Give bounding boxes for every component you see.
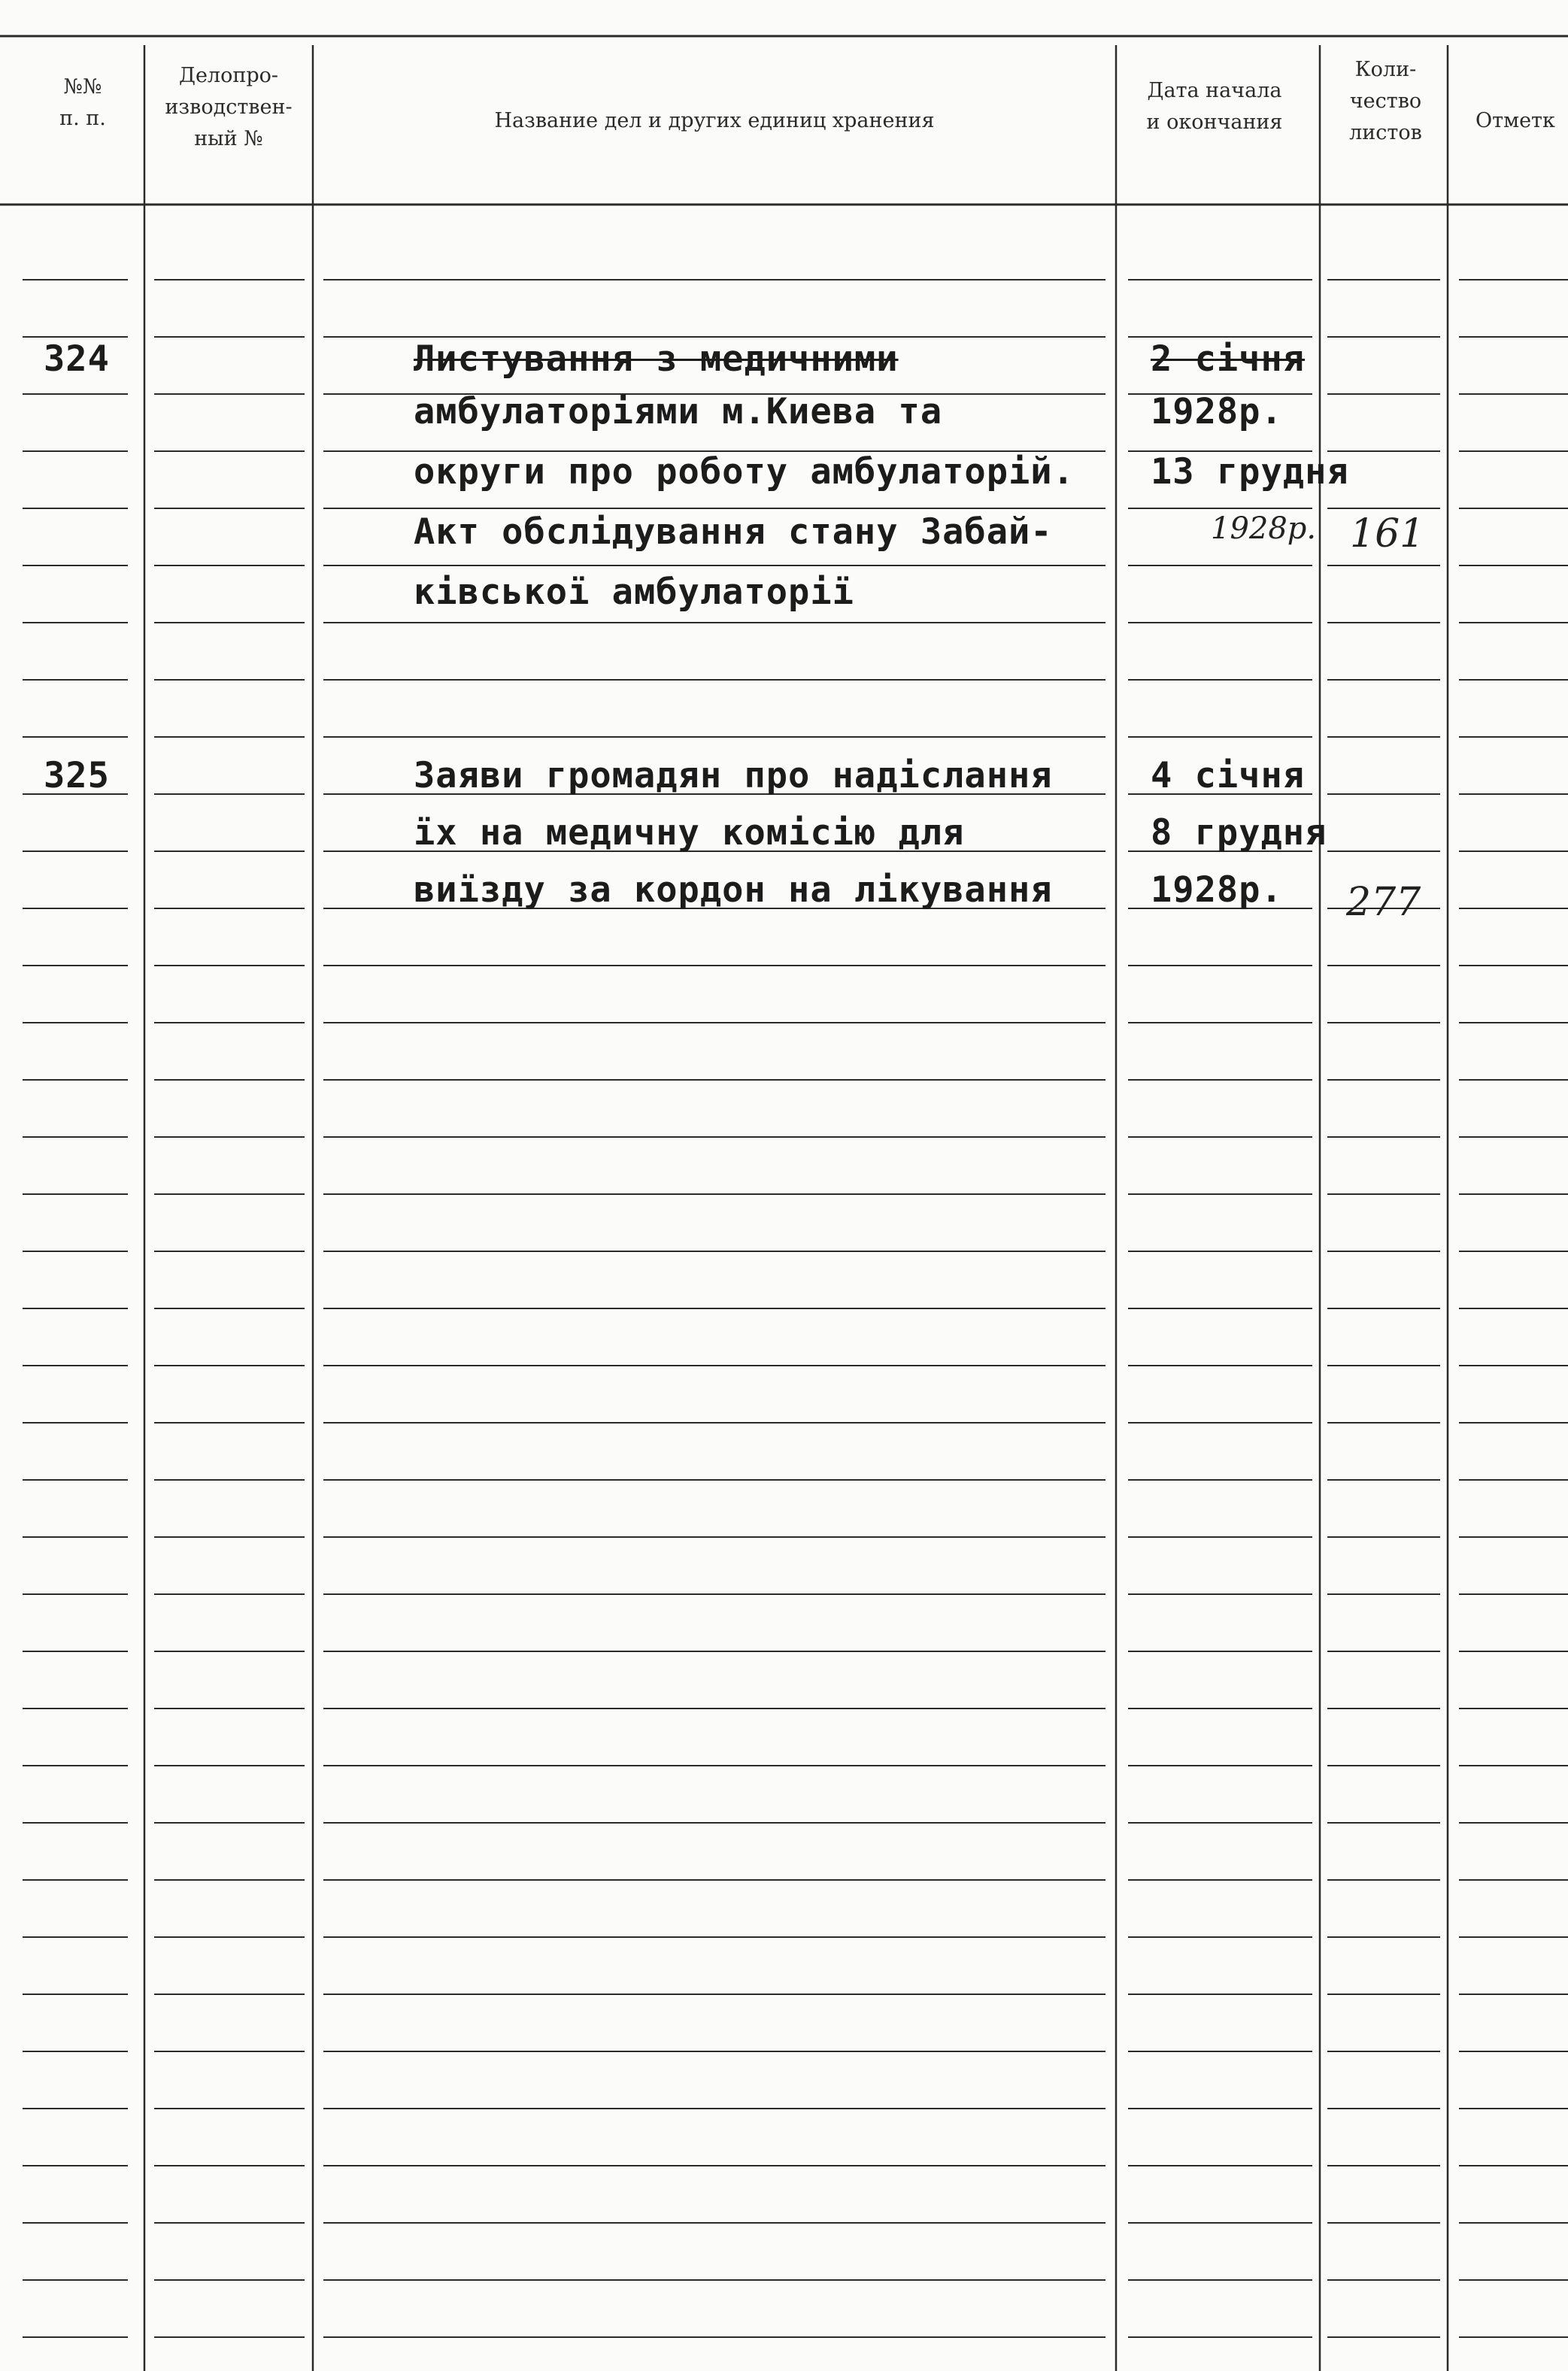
entry-date-line: 13 грудня <box>1151 451 1349 493</box>
entry-title-line: виїзду за кордон на лікування <box>414 869 1053 911</box>
entry-number: 324 <box>44 338 110 380</box>
entry-title-line: округи про роботу амбулаторій. <box>414 451 1075 493</box>
entry-title-line: Акт обслідування стану Забай- <box>414 511 1053 553</box>
entry-date-line: 8 грудня <box>1151 812 1327 853</box>
entry-title-line: Заяви громадян про надіслання <box>414 755 1053 796</box>
entry-title-line: амбулаторіями м.Киева та <box>414 391 943 432</box>
entry-sheets-count: 277 <box>1346 880 1421 925</box>
header-col-title: Название дел и других единиц хранения <box>494 109 935 132</box>
entry-date-line: 4 січня <box>1151 755 1306 796</box>
entry-date-line: 1928р. <box>1151 391 1283 432</box>
header-col-number: №№ п. п. <box>59 75 106 130</box>
header-col-notes: Отметк <box>1475 109 1555 132</box>
header-col-sheets: Коли- чество листов <box>1349 58 1422 144</box>
entry-title-line: Листування з медичними <box>414 338 899 380</box>
entry-number: 325 <box>44 755 110 796</box>
entry-title-line: ківської амбулаторії <box>414 572 854 613</box>
entry-sheets-count: 161 <box>1350 511 1425 556</box>
entry-date-line: 2 січня <box>1151 338 1306 380</box>
header-col-dates: Дата начала и окончания <box>1146 79 1283 134</box>
entry-title-line: їх на медичну комісію для <box>414 812 965 853</box>
header-col-office-number: Делопро- изводствен- ный № <box>165 64 293 150</box>
entry-date-line: 1928р. <box>1151 869 1283 911</box>
entry-date-handwritten-year: 1928р. <box>1211 511 1317 546</box>
